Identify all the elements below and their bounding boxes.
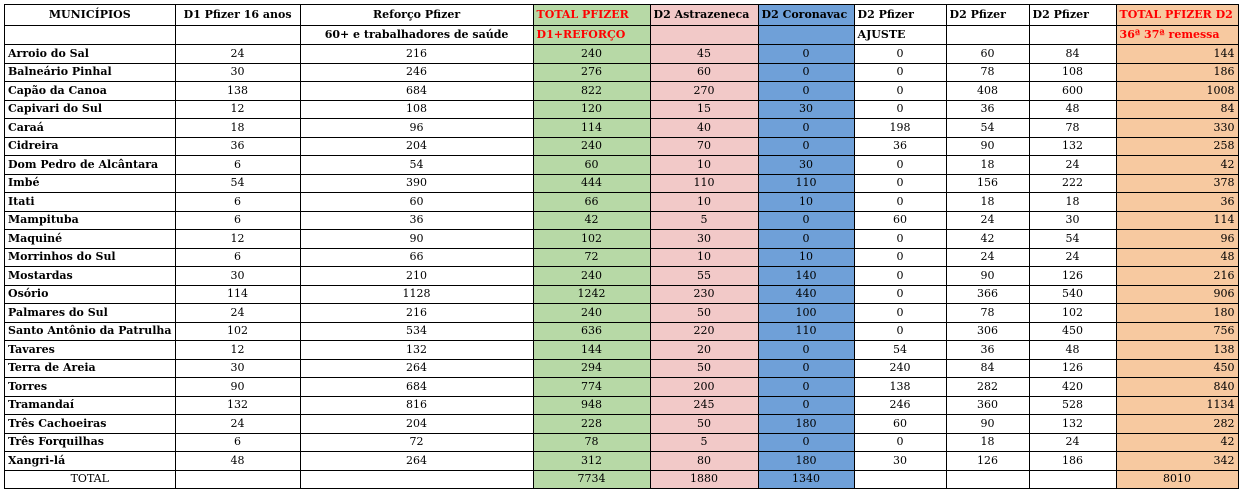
d2-astrazeneca-value: 30 [650,230,758,249]
reforco-value: 90 [300,230,533,249]
d2-coronavac-value: 10 [758,248,854,267]
d2-pfizer-b-value: 528 [1029,396,1116,415]
table-row [5,230,1239,249]
reforco-value: 36 [300,211,533,230]
d1-pfizer-value: 114 [175,285,300,304]
total-pfizer-value: 276 [533,63,650,82]
reforco-value: 684 [300,82,533,101]
d2-astrazeneca-value: 220 [650,322,758,341]
d2-pfizer-a-value: 156 [946,174,1029,193]
header-reforco-sub: 60+ e trabalhadores de saúde [300,26,533,45]
d2-astrazeneca-value: 50 [650,304,758,323]
table-row [5,341,1239,360]
municipio-name: Palmares do Sul [5,304,176,323]
vaccine-distribution-table [4,4,1239,489]
total-pfizer-value: 78 [533,433,650,452]
d2-pfizer-a-value: 78 [946,304,1029,323]
d1-pfizer-value: 90 [175,378,300,397]
municipio-name: Três Forquilhas [5,433,176,452]
d2-pfizer-b-value: 222 [1029,174,1116,193]
d2-pfizer-ajuste-value: 0 [854,82,946,101]
total-pfizer-value: 240 [533,267,650,286]
total-row [5,470,1239,489]
d2-pfizer-ajuste-value: 0 [854,433,946,452]
d2-pfizer-a-value: 306 [946,322,1029,341]
d2-pfizer-a-value: 84 [946,359,1029,378]
d2-pfizer-a-value: 18 [946,433,1029,452]
d2-pfizer-b-value: 54 [1029,230,1116,249]
total-pfizer-sum: 7734 [533,470,650,489]
municipio-name: Osório [5,285,176,304]
d2-pfizer-a-value: 126 [946,452,1029,471]
d2-pfizer-b-value: 84 [1029,45,1116,64]
total-pfizer-d2-value: 282 [1116,415,1238,434]
total-pfizer-d2-value: 138 [1116,341,1238,360]
d2-pfizer-b-value: 24 [1029,433,1116,452]
d2-astrazeneca-value: 50 [650,415,758,434]
d2-pfizer-ajuste-value: 138 [854,378,946,397]
total-pfizer-d2-value: 840 [1116,378,1238,397]
d2-coronavac-value: 30 [758,156,854,175]
header-blank [175,26,300,45]
total-pfizer-d2-value: 42 [1116,156,1238,175]
d2-astrazeneca-value: 200 [650,378,758,397]
d2-astrazeneca-value: 20 [650,341,758,360]
d2-astrazeneca-value: 50 [650,359,758,378]
d2-pfizer-a-value: 42 [946,230,1029,249]
d2-pfizer-ajuste-value: 0 [854,156,946,175]
table-row [5,433,1239,452]
d1-pfizer-value: 36 [175,137,300,156]
total-pfizer-d2-value: 330 [1116,119,1238,138]
d2-pfizer-ajuste-value: 60 [854,211,946,230]
d1-pfizer-value: 24 [175,45,300,64]
d2-pfizer-a-value: 36 [946,341,1029,360]
d2-pfizer-b-value: 24 [1029,156,1116,175]
d2-pfizer-ajuste-value: 0 [854,100,946,119]
d2-coronavac-value: 440 [758,285,854,304]
header-d2-pfizer-a: D2 Pfizer [946,5,1029,26]
total-astrazeneca-sum: 1880 [650,470,758,489]
total-blank [1029,470,1116,489]
d2-pfizer-b-value: 48 [1029,341,1116,360]
d2-pfizer-ajuste-value: 246 [854,396,946,415]
municipio-name: Capão da Canoa [5,82,176,101]
d2-coronavac-value: 30 [758,100,854,119]
d2-astrazeneca-value: 230 [650,285,758,304]
d2-coronavac-value: 0 [758,119,854,138]
table-row [5,322,1239,341]
municipio-name: Capivari do Sul [5,100,176,119]
d2-pfizer-ajuste-value: 0 [854,267,946,286]
table-row [5,378,1239,397]
total-pfizer-value: 72 [533,248,650,267]
header-d2-coronavac: D2 Coronavac [758,5,854,26]
d2-pfizer-ajuste-value: 60 [854,415,946,434]
total-pfizer-value: 822 [533,82,650,101]
d2-coronavac-value: 0 [758,63,854,82]
reforco-value: 216 [300,304,533,323]
d2-pfizer-a-value: 24 [946,211,1029,230]
d2-pfizer-b-value: 540 [1029,285,1116,304]
table-row [5,415,1239,434]
municipio-name: Mampituba [5,211,176,230]
d2-pfizer-a-value: 24 [946,248,1029,267]
d2-pfizer-b-value: 132 [1029,137,1116,156]
total-pfizer-value: 240 [533,304,650,323]
d1-pfizer-value: 24 [175,304,300,323]
d2-pfizer-a-value: 18 [946,156,1029,175]
reforco-value: 204 [300,415,533,434]
header-d2-pfizer-b: D2 Pfizer [1029,5,1116,26]
d1-pfizer-value: 12 [175,341,300,360]
reforco-value: 816 [300,396,533,415]
d2-pfizer-ajuste-value: 0 [854,285,946,304]
total-pfizer-value: 1242 [533,285,650,304]
d2-pfizer-b-value: 450 [1029,322,1116,341]
d2-pfizer-ajuste-value: 0 [854,45,946,64]
reforco-value: 108 [300,100,533,119]
d2-coronavac-value: 110 [758,174,854,193]
d2-astrazeneca-value: 245 [650,396,758,415]
total-coronavac-sum: 1340 [758,470,854,489]
d2-pfizer-b-value: 126 [1029,267,1116,286]
d2-astrazeneca-value: 10 [650,156,758,175]
d2-coronavac-value: 0 [758,433,854,452]
reforco-value: 684 [300,378,533,397]
table-row [5,285,1239,304]
d2-pfizer-ajuste-value: 0 [854,63,946,82]
total-pfizer-d2-value: 114 [1116,211,1238,230]
d1-pfizer-value: 138 [175,82,300,101]
d1-pfizer-value: 132 [175,396,300,415]
d2-pfizer-b-value: 102 [1029,304,1116,323]
total-pfizer-value: 948 [533,396,650,415]
table-row [5,45,1239,64]
d2-pfizer-ajuste-value: 0 [854,230,946,249]
total-pfizer-value: 240 [533,137,650,156]
d2-coronavac-value: 180 [758,452,854,471]
d2-coronavac-value: 0 [758,230,854,249]
municipio-name: Três Cachoeiras [5,415,176,434]
table-row [5,174,1239,193]
reforco-value: 54 [300,156,533,175]
d1-pfizer-value: 12 [175,100,300,119]
municipio-name: Morrinhos do Sul [5,248,176,267]
municipio-name: Torres [5,378,176,397]
d2-astrazeneca-value: 60 [650,63,758,82]
d1-pfizer-value: 6 [175,156,300,175]
d2-pfizer-a-value: 282 [946,378,1029,397]
municipio-name: Imbé [5,174,176,193]
total-pfizer-value: 312 [533,452,650,471]
header-d2-astrazeneca: D2 Astrazeneca [650,5,758,26]
total-pfizer-d2-value: 1008 [1116,82,1238,101]
d2-astrazeneca-value: 70 [650,137,758,156]
header-municipios: MUNICÍPIOS [5,5,176,26]
reforco-value: 1128 [300,285,533,304]
d2-pfizer-a-value: 366 [946,285,1029,304]
d2-astrazeneca-value: 110 [650,174,758,193]
total-pfizer-d2-value: 906 [1116,285,1238,304]
d2-pfizer-b-value: 186 [1029,452,1116,471]
header-reforco: Reforço Pfizer [300,5,533,26]
table-row [5,137,1239,156]
total-pfizer-d2-value: 144 [1116,45,1238,64]
table-row [5,100,1239,119]
d2-astrazeneca-value: 270 [650,82,758,101]
d2-astrazeneca-value: 15 [650,100,758,119]
header-row-1 [5,5,1239,26]
reforco-value: 60 [300,193,533,212]
d2-pfizer-a-value: 54 [946,119,1029,138]
header-d1-pfizer: D1 Pfizer 16 anos [175,5,300,26]
total-blank [175,470,300,489]
d2-pfizer-b-value: 132 [1029,415,1116,434]
total-pfizer-d2-value: 258 [1116,137,1238,156]
d2-coronavac-value: 0 [758,396,854,415]
d2-coronavac-value: 0 [758,82,854,101]
d2-coronavac-value: 10 [758,193,854,212]
d2-coronavac-value: 0 [758,341,854,360]
d2-pfizer-ajuste-value: 30 [854,452,946,471]
municipio-name: Tramandaí [5,396,176,415]
d2-coronavac-value: 110 [758,322,854,341]
table-row [5,119,1239,138]
table-row [5,248,1239,267]
municipio-name: Itati [5,193,176,212]
total-pfizer-d2-value: 48 [1116,248,1238,267]
reforco-value: 390 [300,174,533,193]
d2-pfizer-a-value: 18 [946,193,1029,212]
municipio-name: Cidreira [5,137,176,156]
d1-pfizer-value: 102 [175,322,300,341]
total-pfizer-d2-sum: 8010 [1116,470,1238,489]
total-pfizer-value: 42 [533,211,650,230]
reforco-value: 216 [300,45,533,64]
table-row [5,267,1239,286]
reforco-value: 534 [300,322,533,341]
d2-pfizer-ajuste-value: 240 [854,359,946,378]
total-pfizer-value: 228 [533,415,650,434]
reforco-value: 264 [300,359,533,378]
d2-pfizer-a-value: 408 [946,82,1029,101]
d1-pfizer-value: 30 [175,267,300,286]
reforco-value: 246 [300,63,533,82]
header-total-pfizer-d2: TOTAL PFIZER D2 [1116,5,1238,26]
d1-pfizer-value: 6 [175,193,300,212]
header-total-d2-sub: 36ª 37ª remessa [1116,26,1238,45]
reforco-value: 132 [300,341,533,360]
d2-pfizer-a-value: 90 [946,267,1029,286]
d2-astrazeneca-value: 40 [650,119,758,138]
total-blank [854,470,946,489]
d2-pfizer-ajuste-value: 0 [854,304,946,323]
total-pfizer-d2-value: 756 [1116,322,1238,341]
municipio-name: Tavares [5,341,176,360]
table-row [5,396,1239,415]
d2-pfizer-ajuste-value: 0 [854,248,946,267]
total-pfizer-value: 120 [533,100,650,119]
municipio-name: Xangri-lá [5,452,176,471]
d1-pfizer-value: 6 [175,248,300,267]
total-pfizer-d2-value: 36 [1116,193,1238,212]
total-pfizer-d2-value: 1134 [1116,396,1238,415]
municipio-name: Mostardas [5,267,176,286]
d2-pfizer-a-value: 60 [946,45,1029,64]
municipio-name: Terra de Areia [5,359,176,378]
reforco-value: 204 [300,137,533,156]
table-row [5,452,1239,471]
total-pfizer-d2-value: 186 [1116,63,1238,82]
d2-coronavac-value: 140 [758,267,854,286]
d2-pfizer-ajuste-value: 36 [854,137,946,156]
d2-pfizer-ajuste-value: 198 [854,119,946,138]
municipio-name: Caraá [5,119,176,138]
table-row [5,304,1239,323]
header-d2-pfizer-ajuste: D2 Pfizer [854,5,946,26]
reforco-value: 66 [300,248,533,267]
d1-pfizer-value: 12 [175,230,300,249]
d2-pfizer-b-value: 48 [1029,100,1116,119]
d2-coronavac-value: 100 [758,304,854,323]
total-pfizer-value: 444 [533,174,650,193]
header-blank [758,26,854,45]
total-pfizer-d2-value: 216 [1116,267,1238,286]
d2-coronavac-value: 0 [758,211,854,230]
total-pfizer-d2-value: 342 [1116,452,1238,471]
d2-pfizer-b-value: 600 [1029,82,1116,101]
d2-pfizer-a-value: 90 [946,137,1029,156]
d2-pfizer-a-value: 90 [946,415,1029,434]
total-pfizer-value: 240 [533,45,650,64]
table-row [5,156,1239,175]
d2-pfizer-b-value: 30 [1029,211,1116,230]
municipio-name: Balneário Pinhal [5,63,176,82]
total-pfizer-value: 66 [533,193,650,212]
d2-coronavac-value: 0 [758,137,854,156]
total-pfizer-value: 636 [533,322,650,341]
municipio-name: Arroio do Sal [5,45,176,64]
d1-pfizer-value: 24 [175,415,300,434]
total-blank [946,470,1029,489]
d2-astrazeneca-value: 10 [650,193,758,212]
d1-pfizer-value: 18 [175,119,300,138]
municipio-name: Santo Antônio da Patrulha [5,322,176,341]
total-pfizer-value: 60 [533,156,650,175]
d1-pfizer-value: 30 [175,359,300,378]
total-pfizer-value: 774 [533,378,650,397]
total-pfizer-d2-value: 450 [1116,359,1238,378]
total-pfizer-d2-value: 84 [1116,100,1238,119]
d1-pfizer-value: 6 [175,211,300,230]
reforco-value: 96 [300,119,533,138]
d2-pfizer-a-value: 36 [946,100,1029,119]
d2-astrazeneca-value: 5 [650,211,758,230]
d1-pfizer-value: 54 [175,174,300,193]
total-pfizer-value: 144 [533,341,650,360]
header-blank [946,26,1029,45]
header-ajuste-sub: AJUSTE [854,26,946,45]
header-total-pfizer: TOTAL PFIZER [533,5,650,26]
reforco-value: 210 [300,267,533,286]
d2-coronavac-value: 0 [758,359,854,378]
d2-pfizer-ajuste-value: 0 [854,322,946,341]
total-pfizer-d2-value: 96 [1116,230,1238,249]
d2-coronavac-value: 180 [758,415,854,434]
total-blank [300,470,533,489]
table-row [5,82,1239,101]
reforco-value: 264 [300,452,533,471]
d1-pfizer-value: 6 [175,433,300,452]
d1-pfizer-value: 30 [175,63,300,82]
table-row [5,359,1239,378]
reforco-value: 72 [300,433,533,452]
table-row [5,193,1239,212]
total-pfizer-value: 102 [533,230,650,249]
d2-pfizer-a-value: 360 [946,396,1029,415]
header-blank [1029,26,1116,45]
total-pfizer-d2-value: 180 [1116,304,1238,323]
d2-pfizer-b-value: 420 [1029,378,1116,397]
d2-coronavac-value: 0 [758,378,854,397]
total-pfizer-value: 294 [533,359,650,378]
d2-astrazeneca-value: 45 [650,45,758,64]
municipio-name: Maquiné [5,230,176,249]
d2-pfizer-ajuste-value: 54 [854,341,946,360]
municipio-name: Dom Pedro de Alcântara [5,156,176,175]
d1-pfizer-value: 48 [175,452,300,471]
table-row [5,63,1239,82]
d2-astrazeneca-value: 55 [650,267,758,286]
table-row [5,211,1239,230]
header-blank [650,26,758,45]
total-label: TOTAL [5,470,176,489]
d2-pfizer-b-value: 78 [1029,119,1116,138]
d2-pfizer-b-value: 108 [1029,63,1116,82]
d2-pfizer-a-value: 78 [946,63,1029,82]
d2-pfizer-ajuste-value: 0 [854,193,946,212]
total-pfizer-value: 114 [533,119,650,138]
header-row-2 [5,26,1239,45]
d2-pfizer-ajuste-value: 0 [854,174,946,193]
header-total-pfizer-sub: D1+REFORÇO [533,26,650,45]
total-pfizer-d2-value: 378 [1116,174,1238,193]
d2-astrazeneca-value: 80 [650,452,758,471]
d2-pfizer-b-value: 24 [1029,248,1116,267]
d2-pfizer-b-value: 18 [1029,193,1116,212]
header-blank [5,26,176,45]
d2-pfizer-b-value: 126 [1029,359,1116,378]
d2-coronavac-value: 0 [758,45,854,64]
d2-astrazeneca-value: 5 [650,433,758,452]
total-pfizer-d2-value: 42 [1116,433,1238,452]
d2-astrazeneca-value: 10 [650,248,758,267]
